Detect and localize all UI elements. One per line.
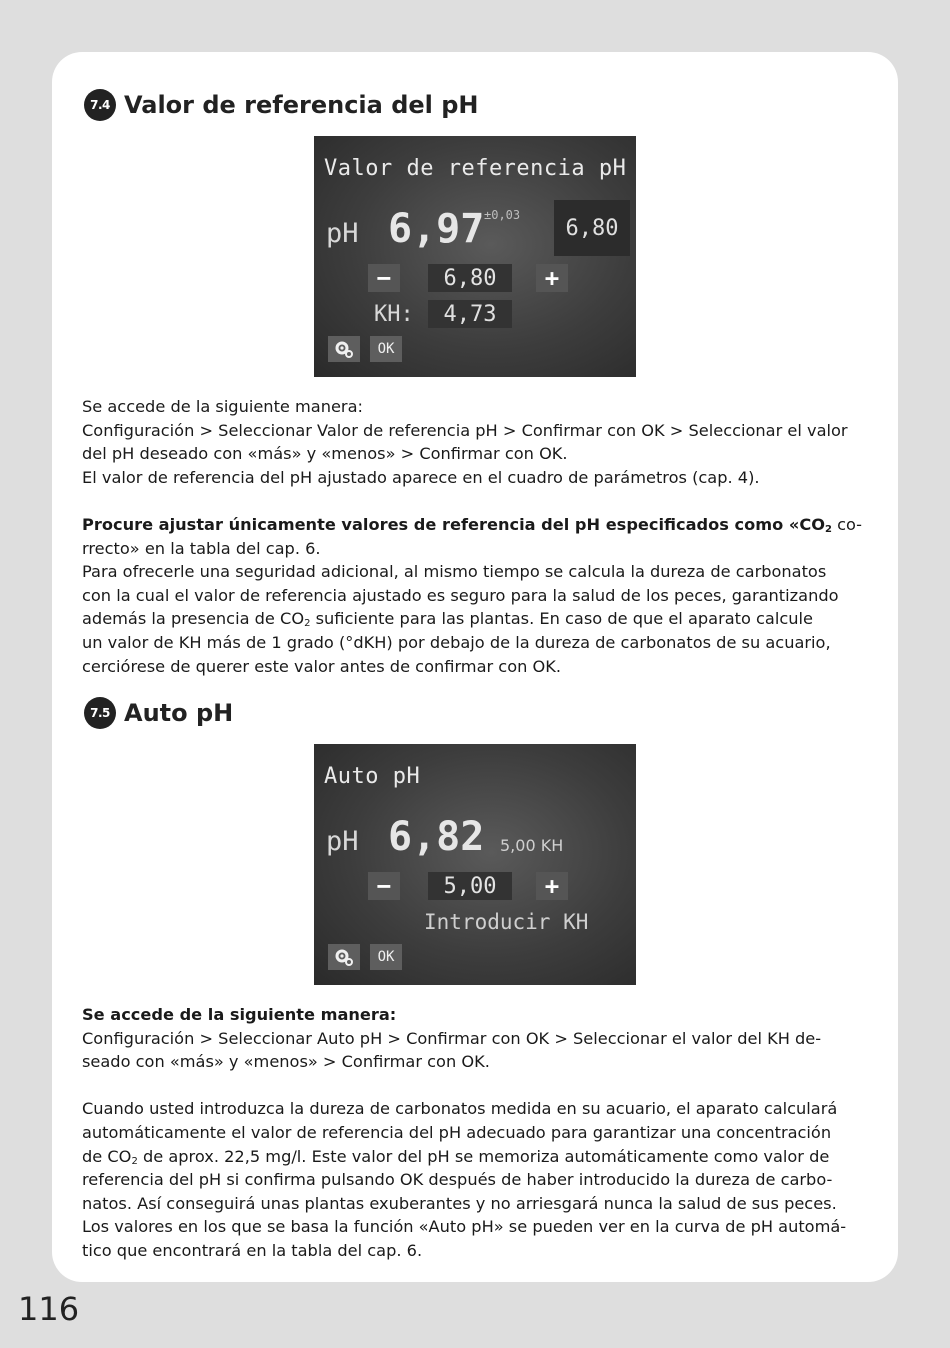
emphasis-line: Se accede de la siguiente manera: xyxy=(82,1005,397,1024)
kh-value: 4,73 xyxy=(428,300,512,328)
device-screen-auto-ph xyxy=(314,744,636,985)
gear-icon xyxy=(334,340,354,358)
text-line: Se accede de la siguiente manera: xyxy=(82,397,363,416)
text-line: natos. Así conseguirá unas plantas exuberantes y no arriesgará nunca la salud de sus peces. xyxy=(82,1193,837,1213)
section-number-badge: 7.5 xyxy=(84,697,116,729)
text-line: con la cual el valor de referencia ajustado es seguro para la salud de los peces, garantizando xyxy=(82,585,839,605)
ph-tolerance: ±0,03 xyxy=(484,208,521,222)
text-line: Para ofrecerle una seguridad adicional, al mismo tiempo se calcula la dureza de carbonatos xyxy=(82,562,827,582)
text-line: rrecto» en la tabla del cap. 6. xyxy=(82,538,321,558)
text-line: El valor de referencia del pH ajustado aparece en el cuadro de parámetros (cap. 4). xyxy=(82,467,760,487)
text-line: además la presencia de $CO_2$ suficiente para las plantas. En caso de que el aparato calcule xyxy=(82,609,813,630)
text-line: automáticamente el valor de referencia del pH adecuado para garantizar una concentración xyxy=(82,1122,832,1142)
text-line: referencia del pH si confirma pulsando OK después de haber introducido la dureza de carbo- xyxy=(82,1170,833,1190)
text-line: un valor de KH más de 1 grado (°dKH) por debajo de la dureza de carbonatos de su acuario, xyxy=(82,632,831,652)
minus-button[interactable]: − xyxy=(368,872,400,900)
ok-button[interactable]: OK xyxy=(370,336,402,362)
section-7-5-body xyxy=(82,1003,882,1263)
ph-value: 6,82 xyxy=(388,814,485,860)
text-line: del pH deseado con «más» y «menos» > Confirmar con OK. xyxy=(82,444,568,464)
text-line: de $CO_2$ de aprox. 22,5 mg/l. Este valor del pH se memoriza automáticamente como valor de xyxy=(82,1146,830,1167)
text-line: Los valores en los que se basa la función «Auto pH» se pueden ver en la curva de pH automá- xyxy=(82,1217,847,1237)
screen-title: Valor de referencia pH xyxy=(324,156,627,181)
text-line: seado con «más» y «menos» > Confirmar con OK. xyxy=(82,1052,490,1072)
text-line: tico que encontrará en la tabla del cap. 6. xyxy=(82,1240,423,1260)
text-line: Cuando usted introduzca la dureza de carbonatos medida en su acuario, el aparato calculará xyxy=(82,1099,838,1119)
text-line: Configuración > Seleccionar Auto pH > Confirmar con OK > Seleccionar el valor del KH de- xyxy=(82,1028,822,1048)
kh-input-field[interactable]: 5,00 xyxy=(428,872,512,900)
text-line: cerciórese de querer este valor antes de confirmar con OK. xyxy=(82,656,562,676)
kh-prompt: Introducir KH xyxy=(424,910,589,934)
setpoint-display: 6,80 xyxy=(554,200,630,256)
emphasis-line: Procure ajustar únicamente valores de referencia del pH especificados como «$CO_2$ co- xyxy=(82,514,863,535)
kh-indicator: 5,00 KH xyxy=(500,836,564,855)
plus-button[interactable]: + xyxy=(536,264,568,292)
kh-label: KH: xyxy=(374,302,414,327)
device-screen-setpoint xyxy=(314,136,636,377)
settings-button[interactable] xyxy=(328,944,360,970)
page-number: 116 xyxy=(18,1290,80,1328)
ph-label: pH xyxy=(326,826,359,857)
minus-button[interactable]: − xyxy=(368,264,400,292)
ok-button[interactable]: OK xyxy=(370,944,402,970)
section-title: Valor de referencia del pH xyxy=(124,91,479,119)
ph-value: 6,97 xyxy=(388,206,485,252)
gear-icon xyxy=(334,948,354,966)
settings-button[interactable] xyxy=(328,336,360,362)
section-heading-7-5 xyxy=(84,697,233,729)
section-title: Auto pH xyxy=(124,699,234,727)
plus-button[interactable]: + xyxy=(536,872,568,900)
screen-title: Auto pH xyxy=(324,764,421,789)
section-number-badge: 7.4 xyxy=(84,89,116,121)
text-line: Configuración > Seleccionar Valor de referencia pH > Confirmar con OK > Seleccionar el valor xyxy=(82,420,848,440)
section-heading-7-4 xyxy=(84,89,479,121)
ph-label: pH xyxy=(326,218,359,249)
setpoint-field[interactable]: 6,80 xyxy=(428,264,512,292)
section-7-4-body xyxy=(82,395,882,678)
